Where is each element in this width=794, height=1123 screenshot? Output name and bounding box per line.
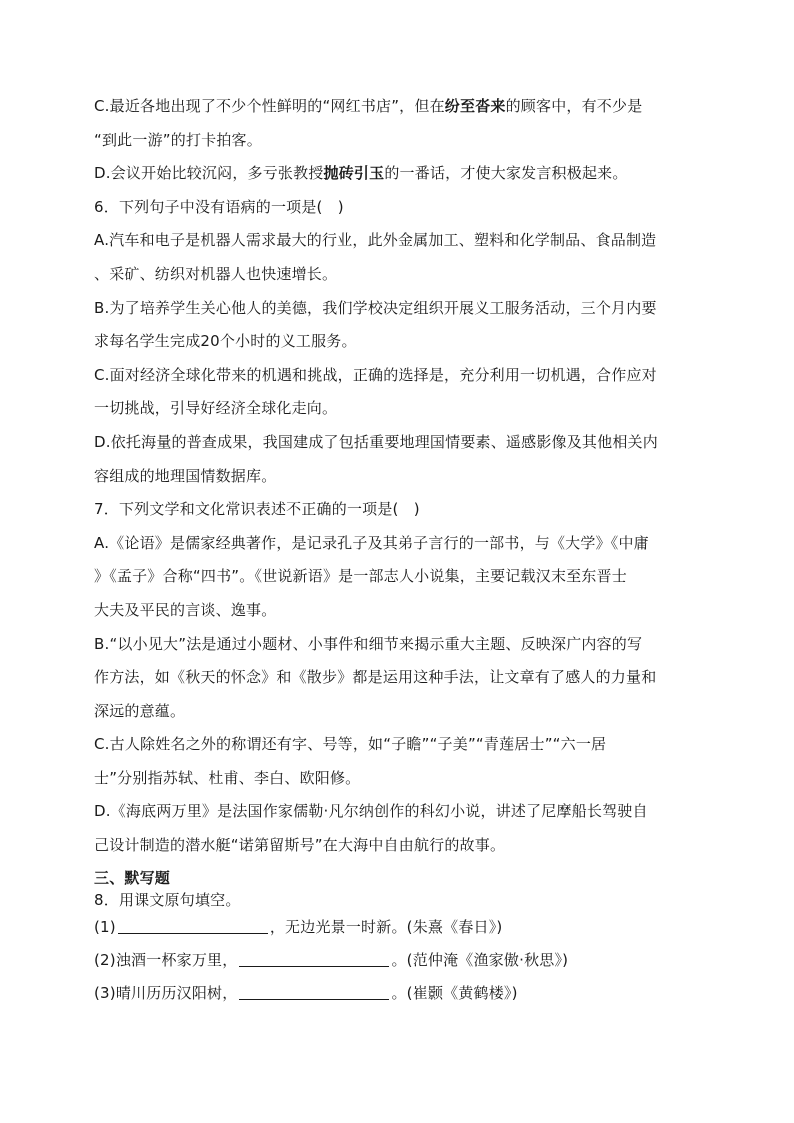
q7-option-a-line3: 大夫及平民的言谈、逸事。	[94, 600, 277, 619]
q5-option-c-idiom: 纷至沓来	[444, 97, 506, 115]
q7-option-c-line2: 士”分别指苏轼、杜甫、李白、欧阳修。	[94, 768, 361, 787]
q8-item-1	[94, 911, 700, 944]
q6-option-c-line2: 一切挑战，引导好经济全球化走向。	[94, 399, 338, 418]
q8-item-3-text-pre: (3)晴川历历汉阳树，	[94, 983, 238, 1002]
q7-option-b-line1: B.“以小见大”法是通过小题材、小事件和细节来揭示重大主题、反映深广内容的写	[94, 634, 643, 653]
q8-item-2-text-post: 。(范仲淹《渔家傲·秋思》)	[391, 950, 569, 969]
q5-option-c-text-pre: C.最近各地出现了不少个性鲜明的“网红书店”，但在	[94, 97, 445, 115]
q5-option-d-text-post: 的一番话，才使大家发言积极起来。	[384, 164, 628, 183]
q8-item-2-blank[interactable]	[239, 950, 389, 967]
q7-option-b-line3: 深远的意蕴。	[94, 701, 186, 720]
q6-option-b-line2: 求每名学生完成20个小时的义工服务。	[94, 332, 357, 351]
q7-option-d-line1: D.《海底两万里》是法国作家儒勒·凡尔纳创作的科幻小说，讲述了尼摩船长驾驶自	[94, 802, 648, 821]
q8-item-1-text: ，无边光景一时新。(朱熹《春日》)	[269, 917, 503, 936]
q8-item-1-blank[interactable]	[118, 917, 268, 934]
section-title: 三、默写题	[94, 868, 171, 887]
q5-option-d-idiom: 抛砖引玉	[323, 164, 385, 183]
q5-option-c-line1	[94, 90, 700, 124]
q6-option-c-line1: C.面对经济全球化带来的机遇和挑战，正确的选择是，充分利用一切机遇，合作应对	[94, 365, 657, 384]
document-page	[94, 90, 700, 1010]
q8-item-3-blank[interactable]	[239, 983, 389, 1000]
q5-option-c-text-post: 的顾客中，有不少是	[505, 97, 643, 115]
q8-item-1-number: (1)	[94, 917, 116, 936]
q8-item-3-text-post: 。(崔颢《黄鹤楼》)	[391, 983, 518, 1002]
q6-option-a-line2: 、采矿、纺织对机器人也快速增长。	[94, 264, 338, 283]
q6-option-d-line2: 容组成的地理国情数据库。	[94, 466, 277, 485]
q5-option-d	[94, 157, 700, 191]
q7-option-a-line2: 》《孟子》合称“四书”。《世说新语》是一部志人小说集，主要记载汉末至东晋士	[94, 567, 627, 586]
q6-stem: 6．下列句子中没有语病的一项是( )	[94, 197, 344, 216]
q7-stem: 7．下列文学和文化常识表述不正确的一项是( )	[94, 500, 420, 519]
q8-item-2-text-pre: (2)浊酒一杯家万里，	[94, 950, 238, 969]
q6-option-b-line1: B.为了培养学生关心他人的美德，我们学校决定组织开展义工服务活动，三个月内要	[94, 298, 657, 317]
q6-option-a-line1: A.汽车和电子是机器人需求最大的行业，此外金属加工、塑料和化学制品、食品制造	[94, 231, 657, 250]
q8-stem: 8．用课文原句填空。	[94, 890, 241, 909]
q5-option-d-text-pre: D.会议开始比较沉闷，多亏张教授	[94, 164, 324, 183]
q7-option-b-line2: 作方法，如《秋天的怀念》和《散步》都是运用这种手法，让文章有了感人的力量和	[94, 668, 657, 687]
q8-item-3	[94, 977, 700, 1010]
q7-option-d-line2: 己设计制造的潜水艇“诺第留斯号”在大海中自由航行的故事。	[94, 836, 506, 855]
q7-option-c-line1: C.古人除姓名之外的称谓还有字、号等，如“子瞻”“子美”“青莲居士”“六一居	[94, 735, 607, 754]
q5-option-c-line2: “到此一游”的打卡拍客。	[94, 130, 262, 149]
q6-option-d-line1: D.依托海量的普查成果，我国建成了包括重要地理国情要素、遥感影像及其他相关内	[94, 432, 658, 451]
q8-item-2	[94, 944, 700, 977]
q7-option-a-line1: A.《论语》是儒家经典著作，是记录孔子及其弟子言行的一部书，与《大学》《中庸	[94, 533, 649, 552]
